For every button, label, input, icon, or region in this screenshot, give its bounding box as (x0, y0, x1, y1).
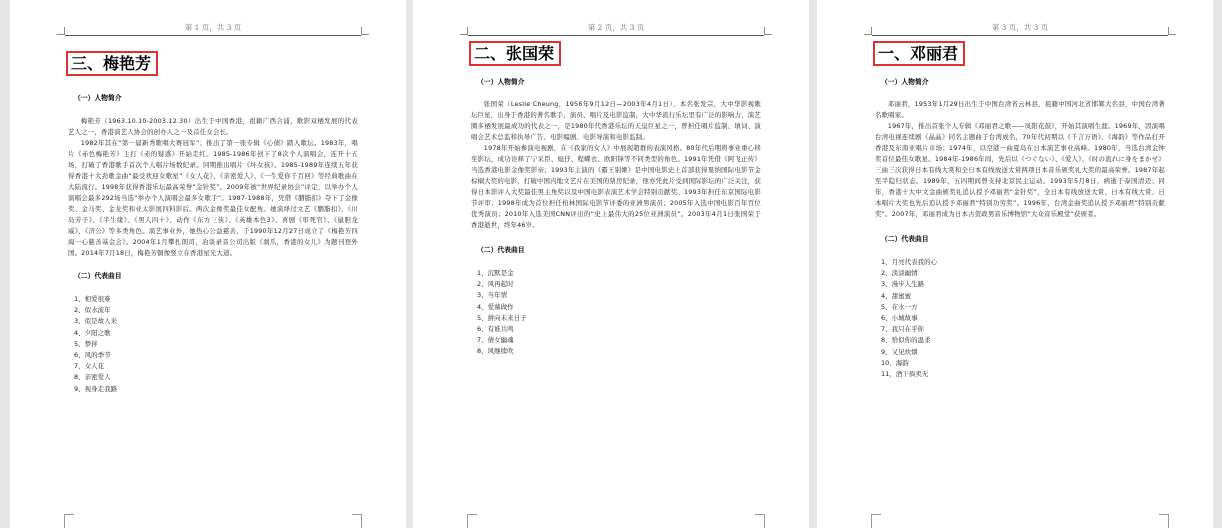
list-item[interactable]: 11、酒干倘卖无 (881, 370, 929, 379)
bio-paragraph[interactable]: 1967年，推出首张个人专辑《邓丽君之歌——凤阳花鼓》，开始其演唱生涯。1969年，因演唱台湾电视连续剧《晶晶》同名主题曲于台湾成名，70年代初期以《千言万语》、《海韵》等作品打开香港及东南亚唱片市场；1974年，以空港一曲夏岛在日本演艺事业高峰。1980年，当选台湾金钟奖首位最佳女歌星。1984年-1986年间，先后以《つぐない》、《爱人》、《时の流れに身をまかせ》三曲三次获得日本有线大赏和全日本有线放送大赏两项日本音乐颁奖礼大奖的最高荣誉。1987年起至半隐归状态。1989年，五四期间曾支持北京民主运动。1993年5月8日，病逝于泰国清迈；同年，香港十大中文金曲颁奖礼追认授予邓丽君“金针奖”，全日本有线放送大赏、日本有线大赏、日本唱片大奖也先后追认授予邓丽君“特别功劳奖”。1996年，台湾金曲奖追认授予邓丽君“特别贡献奖”。2007年，邓丽君成为日本古贺政男音乐博物馆“大众音乐殿堂”获颁者。 (875, 122, 1165, 218)
song-list (477, 268, 761, 358)
header-crop-mark (864, 27, 872, 35)
list-item[interactable]: 1、沉默是金 (477, 269, 514, 277)
list-item[interactable]: 5、梦伴 (74, 339, 98, 348)
list-item[interactable]: 7、女人花 (74, 362, 105, 371)
list-item[interactable]: 6、有谁共鸣 (477, 325, 514, 334)
footer-crop-mark (871, 514, 881, 528)
page-header: 第 3 页，共 3 页 (991, 23, 1049, 32)
bio-paragraph[interactable]: 1978年开始参演电视剧，在《我家的女人》中展现超群的表演风格。80年代后期将事业重心移至影坛，成功诠释了宁采臣、旭仔、程蝶衣、欧阳锋等不同类型的角色。1991年凭借《阿飞正传》当选香港电影金像奖影帝；1993年主演的《霸王别姬》是中国电影史上首部获得戛纳国际电影节金棕榈大奖的电影，打破中国内地文艺片在美国的票房纪录，他亦凭此片受到国际影坛的广泛关注，获得日本影评人大奖最佳男主角奖以及中国电影表演艺术学会特别贡献奖。1993年担任东京国际电影节评审；1998年成为首位担任柏林国际电影节评委的亚洲男演员；2005年入选中国电影百年百位优秀演员；2010年入选美国CNN评出的“史上最伟大的25位亚洲演员”。2003年4月1日张国荣于香港逝世，终年46岁。 (471, 144, 761, 229)
document-page-2 (413, 0, 809, 528)
footer-crop-mark (352, 514, 362, 528)
list-item[interactable]: 4、甜蜜蜜 (881, 291, 912, 300)
list-item[interactable]: 2、似水流年 (74, 306, 111, 315)
list-item[interactable]: 6、小城故事 (881, 314, 918, 323)
section-heading-songs: （二）代表曲目 (881, 235, 929, 243)
document-page-1 (10, 0, 406, 528)
list-item[interactable]: 4、夕阳之歌 (74, 328, 111, 337)
list-item[interactable]: 1、月亮代表我的心 (881, 258, 938, 266)
bio-paragraph[interactable]: 张国荣（Leslie Cheung，1956年9月12日—2003年4月1日），本名张发宗，大中华影视歌坛巨星，出身于香港的著名歌手、演员、唱片及电影监制，大中华流行乐坛里有广泛的影响力，演艺圈多栖发展最成功的代表之一，是1980年代香港乐坛的天皇巨星之一，曾担任唱片监制、填词、演唱会艺术总监和执导广告、电影编剧、电影导演和电影监制。 (471, 100, 761, 141)
page-body (875, 77, 1165, 380)
header-crop-mark (1168, 27, 1176, 35)
list-item[interactable]: 9、又见炊烟 (881, 347, 918, 356)
list-item[interactable]: 5、拼向未来日子 (477, 313, 527, 322)
document-page-3 (817, 0, 1213, 528)
header-crop-mark (57, 27, 65, 35)
bio-paragraph[interactable]: 邓丽君，1953年1月29日出生于中国台湾省云林县，祖籍中国河北省邯郸大名县，中国台湾著名歌唱家。 (875, 100, 1165, 119)
page-title[interactable]: 三、梅艳芳 (66, 51, 158, 76)
bio-paragraph[interactable]: 梅艳芳（1963.10.10-2003.12.30）出生于中国香港，祖籍广西合浦，歌影双栖发展的代表艺人之一，香港演艺人协会的创办人之一及首任女会长。 (68, 117, 358, 136)
header-crop-mark (460, 27, 468, 35)
section-heading-songs: （二）代表曲目 (477, 246, 525, 254)
footer-crop-mark (755, 514, 765, 528)
section-heading-bio: （一）人物简介 (881, 78, 929, 86)
page-title[interactable]: 一、邓丽君 (873, 41, 965, 66)
list-item[interactable]: 6、风的季节 (74, 351, 111, 360)
bio-paragraph[interactable]: 1982年其在“第一届新秀歌唱大赛冠军”；推出了第一张专辑《心债》踏入歌坛。1983年，唱片《赤色梅艳芳》主打《赤的疑惑》开始走红。1985-1986年创下了8次个人演唱会，连开十五场，打破了香港歌手首次个人唱片场数纪录。同期推出唱片《坏女孩》。1985-1989年连续五年获得香港十大劲歌金曲“最受欢迎女歌星”《女人花》、《亲密爱人》、《一生爱你千百回》等经典歌曲在大陆流行。1998年获得香港乐坛最高荣誉“金针奖”。2009年被“世界纪录协会”评定，以举办个人演唱会最多292场当选“举办个人演唱会最多女歌手”。1987-1988年，凭借《胭脂扣》夺下了金像奖、金马奖、金龙奖和亚太影展四料影后。两次金像奖最佳女配角。她演绎过文艺《胭脂扣》、《川岛芳子》、《半生缘》、《男人四十》、动作《东方三侠》、《英雄本色3》、喜剧《审死官》、《鼠胆龙威》、《济公》等多类角色。演艺事业外，她热心公益慈善，于1990年12月27日成立了《梅艳芳四海一心慈善基金会》。2004年1月攀扎朗司，冶谈录音公司出版《刹爪，香港的女儿》为题刊登外国。2014年7月18日，梅艳芳铜像竖立在香港星光大道。 (68, 139, 358, 257)
list-item[interactable]: 1、相爱很难 (74, 295, 111, 303)
page-header: 第 2 页，共 3 页 (587, 23, 645, 32)
section-heading-songs: （二）代表曲目 (74, 272, 122, 280)
header-rule (65, 35, 361, 36)
list-item[interactable]: 5、在水一方 (881, 302, 918, 311)
footer-crop-mark (64, 514, 74, 528)
list-item[interactable]: 8、恰似你的温柔 (881, 336, 931, 345)
list-item[interactable]: 2、淡淡幽情 (881, 269, 918, 278)
footer-crop-mark (467, 514, 477, 528)
header-crop-mark (764, 27, 772, 35)
footer-crop-mark (1159, 514, 1169, 528)
list-item[interactable]: 8、亲密爱人 (74, 373, 111, 382)
header-rule (468, 35, 764, 36)
header-crop-mark (361, 27, 369, 35)
section-heading-bio: （一）人物简介 (74, 94, 122, 102)
page-title[interactable]: 二、张国荣 (469, 41, 561, 66)
page-body (471, 77, 761, 358)
list-item[interactable]: 3、当年情 (477, 291, 508, 300)
list-item[interactable]: 2、风再起时 (477, 280, 514, 289)
list-item[interactable]: 7、倩女幽魂 (477, 336, 514, 345)
page-body (68, 93, 358, 395)
header-rule (872, 35, 1168, 36)
song-list (74, 294, 358, 395)
song-list (881, 257, 1165, 380)
list-item[interactable]: 10、海韵 (881, 358, 909, 367)
list-item[interactable]: 3、似是故人来 (74, 317, 118, 326)
page-header: 第 1 页，共 3 页 (184, 23, 242, 32)
list-item[interactable]: 9、视身走我路 (74, 384, 118, 393)
list-item[interactable]: 3、漫步人生路 (881, 280, 925, 289)
list-item[interactable]: 8、风继续吹 (477, 347, 514, 356)
list-item[interactable]: 4、爱慕做作 (477, 302, 514, 311)
list-item[interactable]: 7、我只在乎你 (881, 325, 925, 334)
section-heading-bio: （一）人物简介 (477, 78, 525, 86)
